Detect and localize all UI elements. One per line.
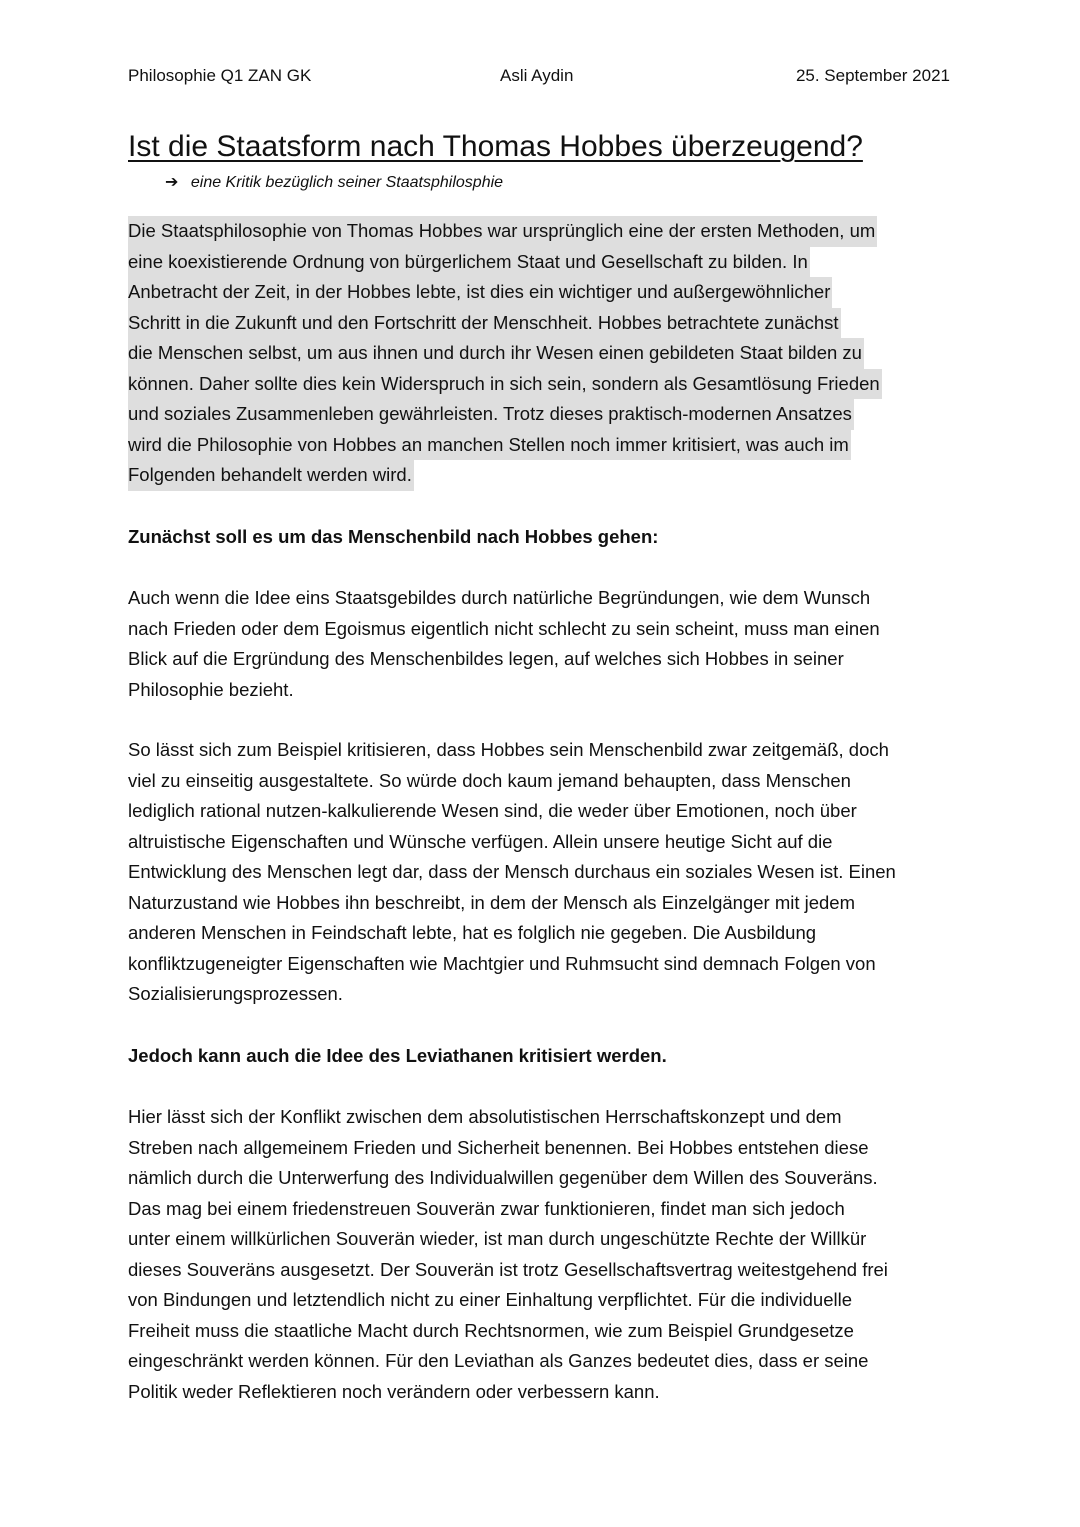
paragraph-leviathan-kritik [128, 1102, 958, 1407]
paragraph-line: Das mag bei einem friedenstreuen Souverän zwar funktionieren, findet man sich jedoch [128, 1197, 845, 1219]
intro-line: wird die Philosophie von Hobbes an manchen Stellen noch immer kritisiert, was auch im [128, 430, 851, 461]
intro-line: die Menschen selbst, um aus ihnen und durch ihr Wesen einen gebildeten Staat bilden zu [128, 338, 864, 369]
header-author: Asli Aydin [500, 66, 574, 85]
paragraph-line: eingeschränkt werden können. Für den Leviathan als Ganzes bedeutet dies, dass er seine [128, 1350, 869, 1371]
document-subtitle [165, 172, 503, 192]
paragraph-line: Blick auf die Ergründung des Menschenbildes legen, auf welches sich Hobbes in seiner [128, 648, 844, 669]
paragraph-line: von Bindungen und letztendlich nicht zu einer Einhaltung verpflichtet. Für die individuelle [128, 1289, 853, 1310]
paragraph-line: dieses Souveräns ausgesetzt. Der Souverän ist trotz Gesellschaftsvertrag weitestgehend frei [128, 1258, 888, 1280]
paragraph-line: konfliktzugeneigter Eigenschaften wie Machtgier und Ruhmsucht sind demnach Folgen von [128, 952, 876, 974]
paragraph-line: altruistische Eigenschaften und Wünsche verfügen. Allein unsere heutige Sicht auf die [128, 830, 833, 852]
paragraph-menschenbild-kritik [128, 735, 958, 1010]
paragraph-line: anderen Menschen in Feindschaft lebte, hat es folglich nie gegeben. Die Ausbildung [128, 922, 817, 943]
paragraph-line: So lässt sich zum Beispiel kritisieren, dass Hobbes sein Menschenbild zwar zeitgemäß, doch [128, 739, 889, 760]
intro-line: Die Staatsphilosophie von Thomas Hobbes war ursprünglich eine der ersten Methoden, um [128, 216, 877, 247]
paragraph-line: viel zu einseitig ausgestaltete. So würde doch kaum jemand behaupten, dass Menschen [128, 769, 851, 791]
intro-line: und soziales Zusammenleben gewährleisten. Trotz dieses praktisch-modernen Ansatzes [128, 399, 854, 430]
header-date: 25. September 2021 [795, 66, 950, 85]
paragraph-menschenbild-intro [128, 583, 958, 705]
paragraph-line: Auch wenn die Idee eins Staatsgebildes durch natürliche Begründungen, wie dem Wunsch [128, 587, 871, 608]
paragraph-line: Naturzustand wie Hobbes ihn beschreibt, in dem der Mensch als Einzelgänger mit jedem [128, 891, 856, 913]
paragraph-line: Politik weder Reflektieren noch verändern oder verbessern kann. [128, 1380, 660, 1402]
page-header [128, 66, 950, 90]
intro-line: Folgenden behandelt werden wird. [128, 460, 414, 491]
intro-line: Schritt in die Zukunft und den Fortschritt der Menschheit. Hobbes betrachtete zunächst [128, 308, 841, 339]
paragraph-line: Entwicklung des Menschen legt dar, dass der Mensch durchaus ein soziales Wesen ist. Einen [128, 861, 896, 882]
paragraph-line: Freiheit muss die staatliche Macht durch Rechtsnormen, wie zum Beispiel Grundgesetze [128, 1319, 854, 1341]
intro-line: können. Daher sollte dies kein Widerspruch in sich sein, sondern als Gesamtlösung Frieden [128, 369, 882, 400]
paragraph-line: Philosophie bezieht. [128, 678, 294, 700]
paragraph-line: Sozialisierungsprozessen. [128, 983, 343, 1004]
section-heading-leviathan: Jedoch kann auch die Idee des Leviathanen kritisiert werden. [128, 1045, 667, 1066]
paragraph-line: nämlich durch die Unterwerfung des Individualwillen gegenüber dem Willen des Souveräns. [128, 1167, 878, 1188]
intro-paragraph-highlighted [128, 216, 958, 491]
document-title: Ist die Staatsform nach Thomas Hobbes überzeugend? [128, 130, 863, 163]
section-heading-menschenbild: Zunächst soll es um das Menschenbild nach Hobbes gehen: [128, 526, 659, 547]
paragraph-line: unter einem willkürlichen Souverän wieder, ist man durch ungeschützte Rechte der Willkür [128, 1228, 867, 1249]
paragraph-line: lediglich rational nutzen-kalkulierende Wesen sind, die weder über Emotionen, noch über [128, 800, 857, 821]
subtitle-text: eine Kritik bezüglich seiner Staatsphilosphie [190, 174, 504, 191]
intro-line: eine koexistierende Ordnung von bürgerlichem Staat und Gesellschaft zu bilden. In [128, 247, 810, 278]
intro-line: Anbetracht der Zeit, in der Hobbes lebte, ist dies ein wichtiger und außergewöhnlicher [128, 277, 832, 308]
header-course: Philosophie Q1 ZAN GK [128, 66, 312, 85]
paragraph-line: Streben nach allgemeinem Frieden und Sicherheit benennen. Bei Hobbes entstehen diese [128, 1136, 869, 1158]
paragraph-line: nach Frieden oder dem Egoismus eigentlich nicht schlecht zu sein scheint, muss man einen [128, 617, 880, 639]
paragraph-line: Hier lässt sich der Konflikt zwischen dem absolutistischen Herrschaftskonzept und dem [128, 1106, 842, 1127]
arrow-right-icon: ➔ [165, 172, 179, 191]
